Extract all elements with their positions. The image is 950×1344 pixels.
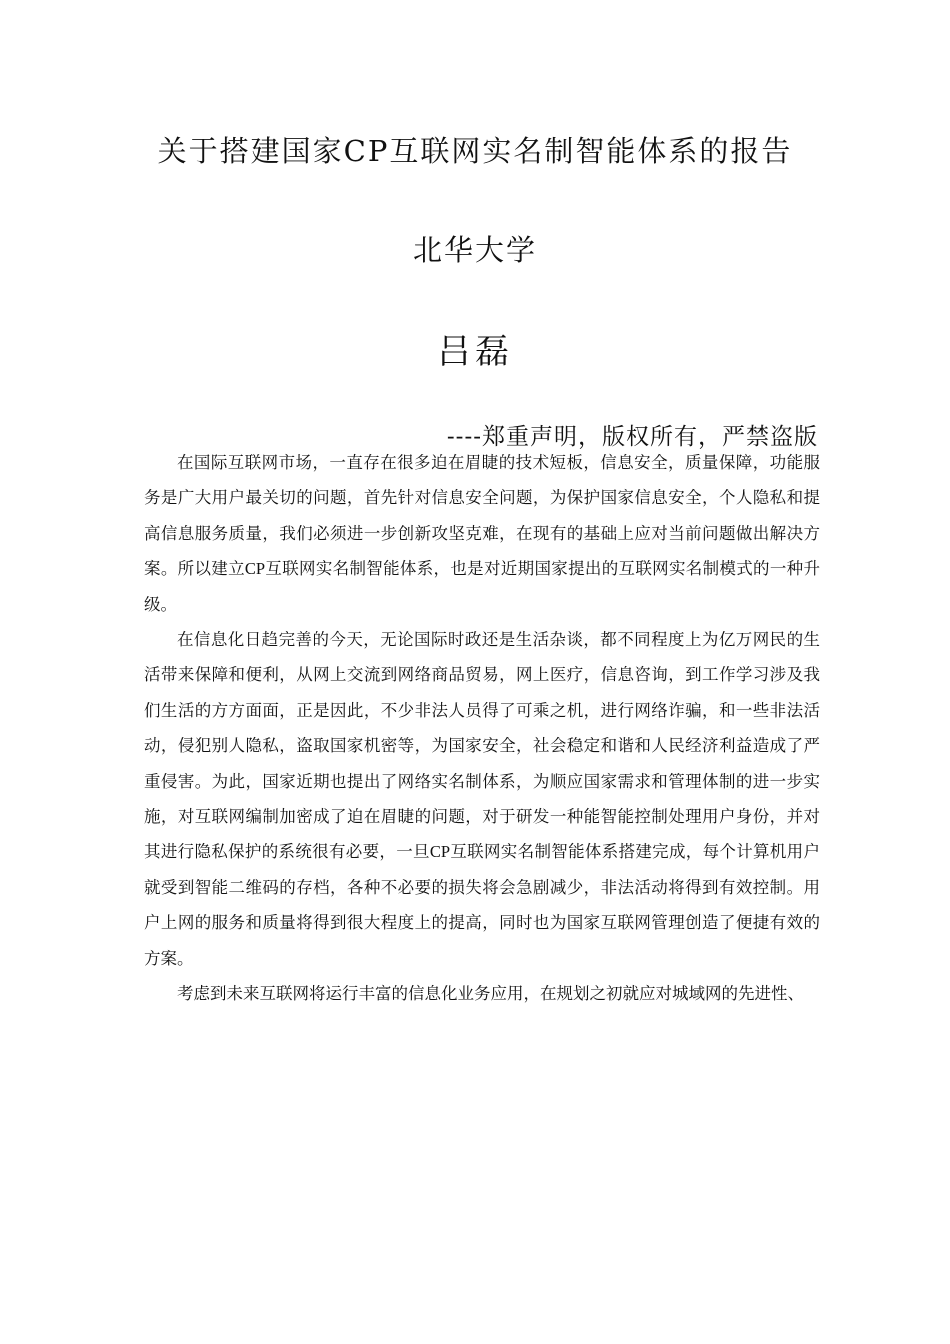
document-title: 关于搭建国家CP互联网实名制智能体系的报告 xyxy=(157,134,793,168)
author-affiliation: 北华大学 xyxy=(412,233,537,267)
author-name: 吕磊 xyxy=(437,332,513,372)
body-paragraph: 考虑到未来互联网将运行丰富的信息化业务应用，在规划之初就应对城域网的先进性、 xyxy=(177,984,804,1004)
body-paragraph: 在国际互联网市场，一直存在很多迫在眉睫的技术短板，信息安全，质量保障，功能服务是广大用户最关切的问题，首先针对信息安全问题，为保护国家信息安全，个人隐私和提高信息服务质量，我们必须进一步创新攻坚克难，在现有的基础上应对当前问题做出解决方案。所以建立CP互联网实名制智能体系，也是对近期国家提出的互联网实名制模式的一种升级。 xyxy=(144,453,820,614)
copyright-notice: ----郑重声明，版权所有，严禁盗版 xyxy=(446,424,818,450)
body-paragraph: 在信息化日趋完善的今天，无论国际时政还是生活杂谈，都不同程度上为亿万网民的生活带来保障和便利，从网上交流到网络商品贸易，网上医疗，信息咨询，到工作学习涉及我们生活的方方面面，正是因此，不少非法人员得了可乘之机，进行网络诈骗，和一些非法活动，侵犯别人隐私，盗取国家机密等，为国家安全，社会稳定和谐和人民经济利益造成了严重侵害。为此，国家近期也提出了网络实名制体系，为顺应国家需求和管理体制的进一步实施，对互联网编制加密成了迫在眉睫的问题，对于研发一种能智能控制处理用户身份，并对其进行隐私保护的系统很有必要，一旦CP互联网实名制智能体系搭建完成，每个计算机用户就受到智能二维码的存档，各种不必要的损失将会急剧减少，非法活动将得到有效控制。用户上网的服务和质量将得到很大程度上的提高，同时也为国家互联网管理创造了便捷有效的方案。 xyxy=(144,630,820,968)
document-body xyxy=(144,445,820,1012)
